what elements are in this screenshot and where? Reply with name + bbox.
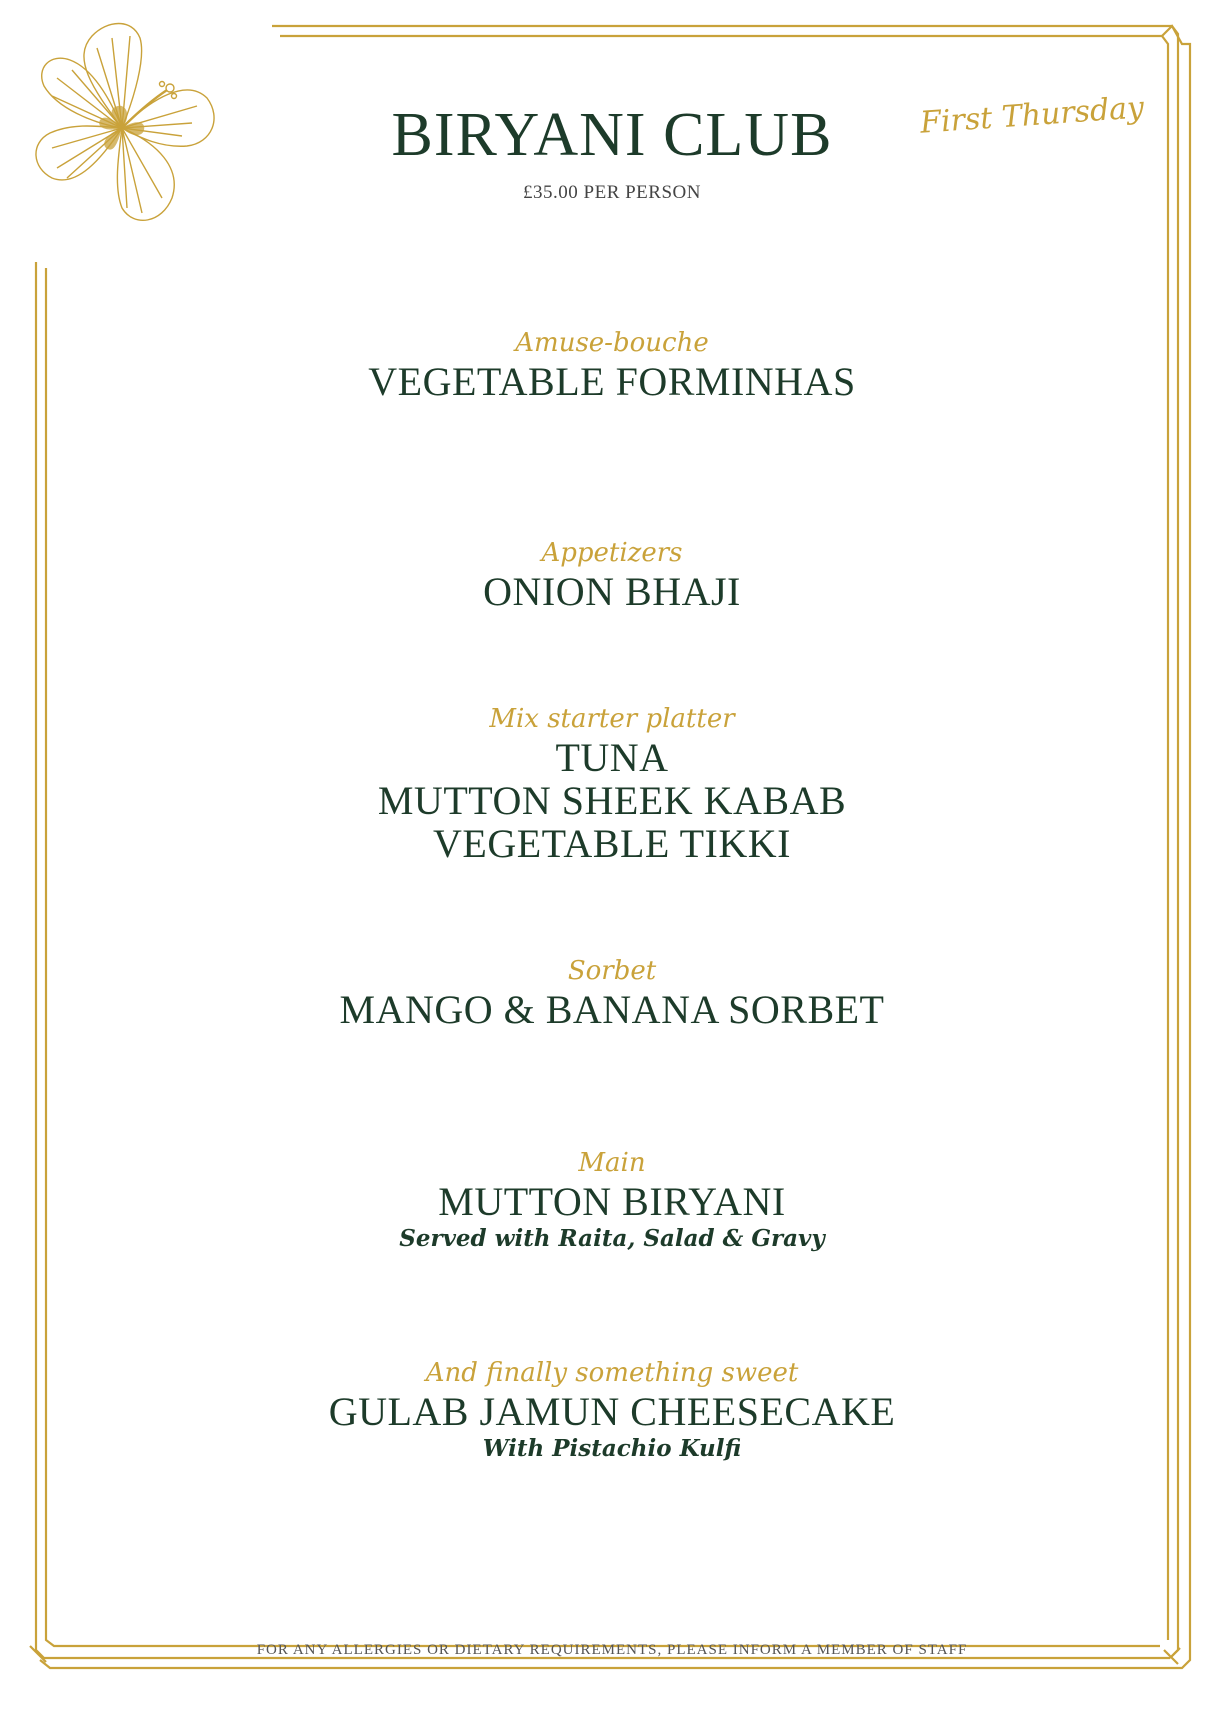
course-label: Mix starter platter bbox=[489, 704, 735, 734]
dish-name: GULAB JAMUN CHEESECAKE bbox=[328, 1389, 896, 1434]
course-dessert bbox=[0, 1356, 1224, 1465]
dish-name: VEGETABLE FORMINHAS bbox=[368, 359, 856, 404]
allergy-notice: FOR ANY ALLERGIES OR DIETARY REQUIREMENTS, PLEASE INFORM A MEMBER OF STAFF bbox=[256, 1642, 968, 1658]
course-sorbet bbox=[0, 954, 1224, 1031]
dish-note: With Pistachio Kulfi bbox=[482, 1435, 742, 1462]
course-main bbox=[0, 1146, 1224, 1255]
dish-name: MUTTON SHEEK KABAB bbox=[377, 778, 847, 823]
course-label: Amuse-bouche bbox=[515, 328, 709, 358]
course-amuse-bouche bbox=[0, 326, 1224, 403]
dish-name: ONION BHAJI bbox=[483, 569, 741, 614]
course-label: Main bbox=[578, 1148, 646, 1178]
course-appetizers bbox=[0, 536, 1224, 613]
dish-name: MUTTON BIRYANI bbox=[438, 1179, 786, 1224]
course-label: Appetizers bbox=[541, 538, 683, 568]
dish-name: VEGETABLE TIKKI bbox=[433, 821, 791, 866]
menu-title: BIRYANI CLUB bbox=[391, 101, 833, 169]
course-mix-starter-platter bbox=[0, 702, 1224, 865]
course-label: Sorbet bbox=[567, 956, 657, 986]
event-tagline: First Thursday bbox=[919, 90, 1146, 141]
dish-name: TUNA bbox=[555, 735, 669, 780]
price-per-person: £35.00 PER PERSON bbox=[523, 182, 701, 203]
dish-note: Served with Raita, Salad & Gravy bbox=[399, 1225, 825, 1252]
dish-name: MANGO & BANANA SORBET bbox=[339, 987, 885, 1032]
course-label: And finally something sweet bbox=[425, 1358, 799, 1388]
